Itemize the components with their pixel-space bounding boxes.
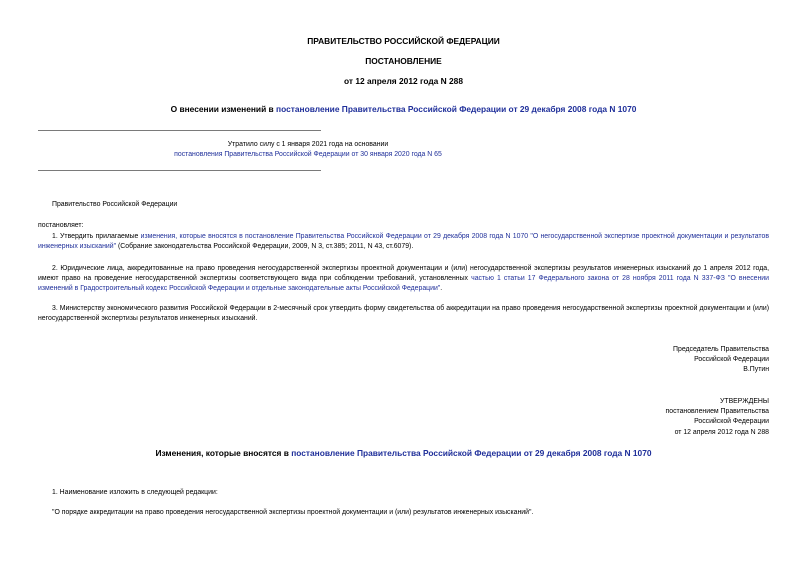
paragraph-3: 3. Министерству экономического развития Российской Федерации в 2-месячный срок утвердить форму свидетельства об аккредитации на право проведения негосударственной экспертизы проектной документации и (или) негосударственной экспертизы результатов инженерных изысканий. — [38, 305, 769, 323]
government-heading: ПРАВИТЕЛЬСТВО РОССИЙСКОЙ ФЕДЕРАЦИИ — [307, 36, 500, 46]
approved-by: постановлением Правительства — [665, 408, 769, 416]
annex-title-link[interactable]: постановление Правительства Российской Федерации от 29 декабря 2008 года N 1070 — [291, 448, 652, 458]
doc-date-number: от 12 апреля 2012 года N 288 — [344, 76, 463, 86]
p1-link[interactable]: изменения, которые вносятся в постановление Правительства Российской Федерации от 29 декабря 2008 года N 1070 "О негосударственной экспертизе проектной документации и результатов инженерных изысканий" — [38, 233, 769, 251]
approved-block — [500, 397, 769, 438]
issuer-text: Правительство Российской Федерации — [52, 201, 178, 208]
paragraph-1 — [38, 232, 769, 252]
p1-text-a: 1. Утвердить прилагаемые — [52, 233, 141, 240]
p2-text-b: . — [440, 285, 443, 293]
repeal-note — [38, 140, 578, 160]
title-prefix: О внесении изменений в — [170, 104, 277, 114]
decrees-text: постановляет: — [38, 222, 84, 229]
p1-text-b: (Собрание законодательства Российской Федерации, 2009, N 3, ст.385; 2011, N 43, ст.6079). — [116, 243, 414, 251]
signature-name: В.Путин — [743, 366, 769, 374]
annex-title — [0, 448, 807, 458]
approved-country: Российской Федерации — [694, 418, 769, 426]
paragraph-2 — [38, 264, 769, 295]
title-link[interactable]: постановление Правительства Российской Федерации от 29 декабря 2008 года N 1070 — [276, 104, 637, 114]
signature-country: Российской Федерации — [694, 356, 769, 364]
annex-quote: "О порядке аккредитации на право проведения негосударственной экспертизы проектной документации и (или) результатов инженерных изысканий". — [52, 509, 534, 516]
repeal-note-link[interactable]: постановления Правительства Российской Федерации от 30 января 2020 года N 65 — [174, 151, 442, 159]
p2-text-a: 2. Юридические лица, аккредитованные на право проведения негосударственной экспертизы проектной документации и (или) негосударственной экспертизы результатов инженерных изысканий до 1 апреля 2012 года, имеют право на проведение негосударственной экспертизы соответствующего вида при соблюдении требований, установленных — [38, 265, 769, 283]
approved-heading: УТВЕРЖДЕНЫ — [720, 398, 769, 405]
divider-top — [38, 130, 321, 131]
approved-date: от 12 апреля 2012 года N 288 — [674, 428, 769, 436]
document-title — [0, 104, 807, 114]
signature-block — [500, 345, 769, 376]
signature-title: Председатель Правительства — [673, 346, 769, 353]
annex-title-prefix: Изменения, которые вносятся в — [155, 448, 292, 458]
annex-item-1: 1. Наименование изложить в следующей редакции: — [52, 489, 218, 496]
divider-bottom — [38, 170, 321, 171]
doc-type-heading: ПОСТАНОВЛЕНИЕ — [365, 56, 442, 66]
repeal-note-text: Утратило силу с 1 января 2021 года на основании — [227, 141, 389, 148]
p2-link[interactable]: частью 1 статьи 17 Федерального закона от 28 ноября 2011 года N 337-ФЗ "О внесении изменений в Градостроительный кодекс Российской Федерации и отдельные законодательные акты Российской Федерации" — [38, 275, 769, 293]
